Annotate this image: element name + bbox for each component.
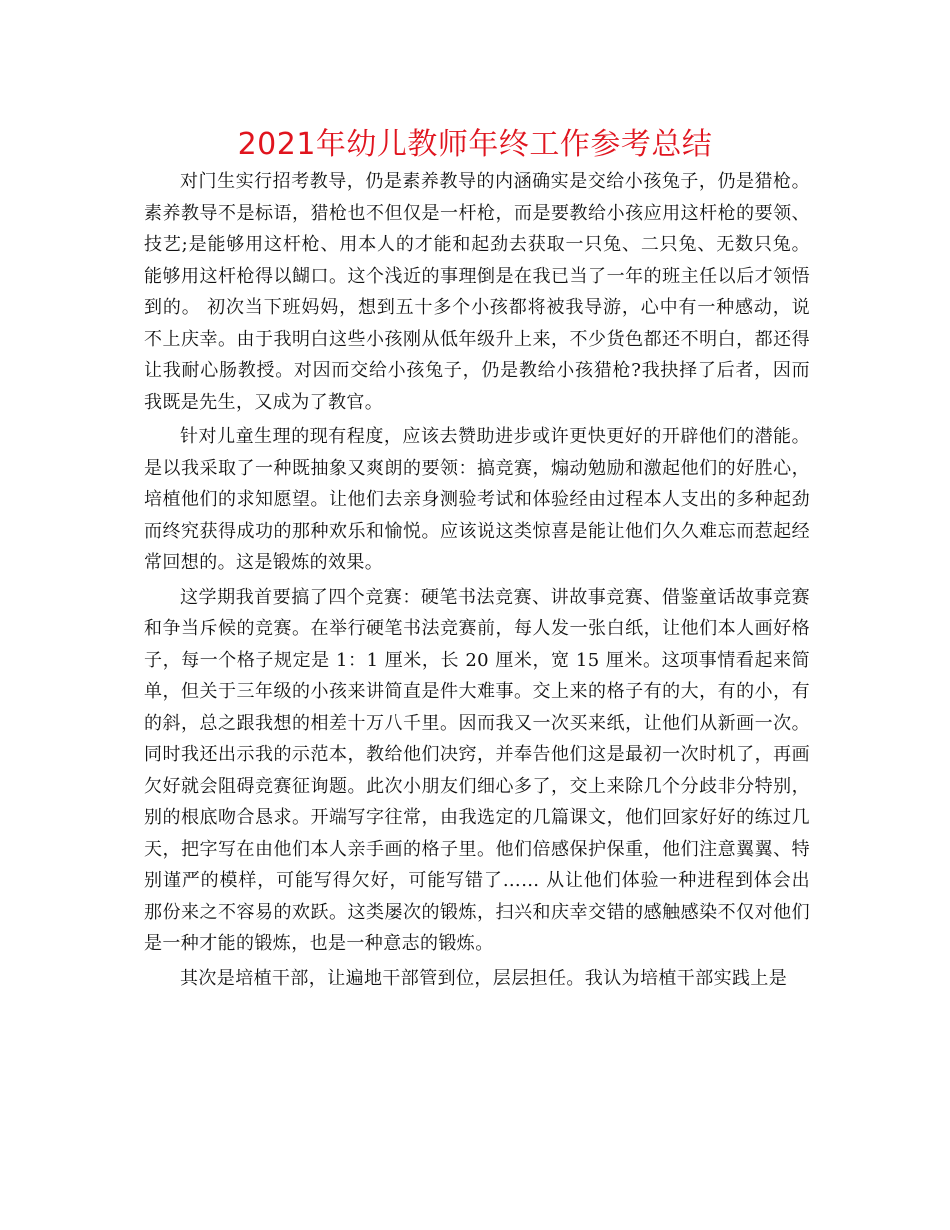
paragraph: 针对儿童生理的现有程度，应该去赞助进步或许更快更好的开辟他们的潜能。是以我采取了一种既抽象又爽朗的要领：搞竞赛，煽动勉励和激起他们的好胜心，培植他们的求知愿望。让他们去亲身测验考试和体验经由过程本人支出的多种起劲而终究获得成功的那种欢乐和愉悦。应该说这类惊喜是能让他们久久难忘而惹起经常回想的。这是锻炼的效果。: [144, 426, 810, 573]
paragraph: 这学期我首要搞了四个竞赛：硬笔书法竞赛、讲故事竞赛、借鉴童话故事竞赛和争当斥候的竞赛。在举行硬笔书法竞赛前，每人发一张白纸，让他们本人画好格子，每一个格子规定是 1：1 厘米，长 20 厘米，宽 15 厘米。这项事情看起来简单，但关于三年级的小孩来讲简直是件大难事。交上来的格子有的大，有的小，有的斜，总之跟我想的相差十万八千里。因而我又一次买来纸，让他们从新画一次。同时我还出示我的示范本，教给他们决窍，并奉告他们这是最初一次时机了，再画欠好就会阻碍竞赛征询题。此次小朋友们细心多了，交上来除几个分歧非分特别，别的根底吻合恳求。开端写字往常，由我选定的几篇课文，他们回家好好的练过几天，把字写在由他们本人亲手画的格子里。他们倍感保护保重，他们注意翼翼、特别谨严的模样，可能写得欠好，可能写错了…… 从让他们体验一种进程到体会出那份来之不容易的欢跃。这类屡次的锻炼，扫兴和庆幸交错的感触感染不仅对他们是一种才能的锻炼，也是一种意志的锻炼。: [144, 586, 810, 954]
paragraph: 其次是培植干部，让遍地干部管到位，层层担任。我认为培植干部实践上是: [180, 967, 788, 989]
paragraph: 对门生实行招考教导，仍是素养教导的内涵确实是交给小孩兔子，仍是猎枪。素养教导不是标语，猎枪也不但仅是一杆枪，而是要教给小孩应用这杆枪的要领、技艺;是能够用这杆枪、用本人的才能和起劲去获取一只兔、二只兔、无数只兔。能够用这杆枪得以餬口。这个浅近的事理倒是在我已当了一年的班主任以后才领悟到的。 初次当下班妈妈，想到五十多个小孩都将被我导游，心中有一种感动，说不上庆幸。由于我明白这些小孩刚从低年级升上来，不少货色都还不明白，都还得让我耐心肠教授。对因而交给小孩兔子，仍是教给小孩猎枪?我抉择了后者，因而我既是先生，又成为了教官。: [144, 171, 810, 413]
document-title: 2021年幼儿教师年终工作参考总结: [237, 127, 713, 162]
document-body: [144, 166, 810, 997]
